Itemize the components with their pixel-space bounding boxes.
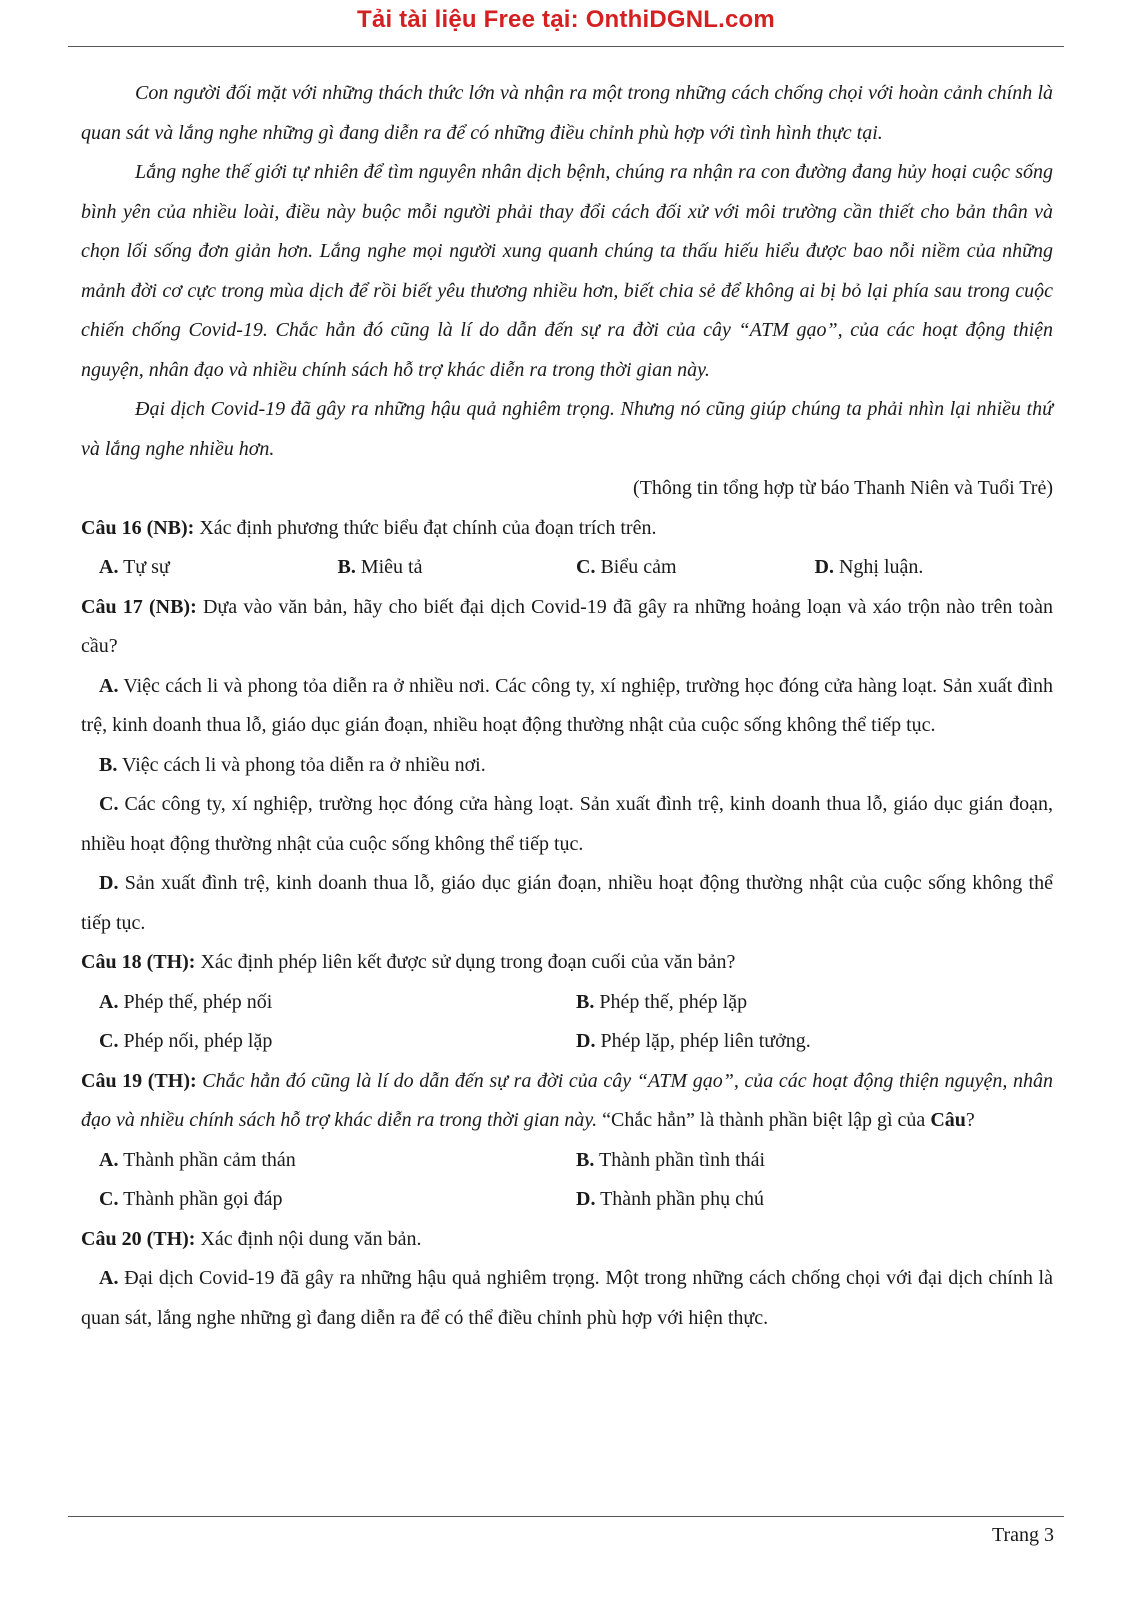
option-c: C. Biểu cảm [576,556,677,578]
question-20 [81,1220,1053,1260]
question-label: Câu 20 (TH): [81,1227,196,1250]
question-16-options [81,548,1053,588]
passage-paragraph-1: Con người đối mặt với những thách thức lớn và nhận ra một trong những cách chống chọi với hoàn cảnh chính là quan sát và lắng nghe những gì đang diễn ra để có những điều chỉnh phù hợp với tình hình thực tại. [81,82,1053,144]
passage-paragraph-3: Đại dịch Covid-19 đã gây ra những hậu quả nghiêm trọng. Nhưng nó cũng giúp chúng ta phải nhìn lại nhiều thứ và lắng nghe nhiều hơn. [81,398,1053,460]
option-d: D. Phép lặp, phép liên tưởng. [576,1030,811,1052]
header-banner[interactable]: Tải tài liệu Free tại: OnthiDGNL.com [357,6,775,33]
option-d: D. Thành phần phụ chú [576,1188,764,1210]
option-b: B. Phép thế, phép lặp [576,990,748,1013]
question-17 [81,588,1053,667]
option-c: C. Phép nối, phép lặp [99,1030,273,1052]
footer-divider [68,1516,1064,1517]
question-18 [81,943,1053,983]
page-number: Trang 3 [991,1524,1054,1546]
question-text: Xác định phương thức biểu đạt chính của đoạn trích trên. [194,516,657,539]
option-d: D. Nghị luận. [814,556,924,578]
question-text: Xác định phép liên kết được sử dụng trong đoạn cuối của văn bản? [195,951,736,973]
question-label: Câu 16 (NB): [81,516,195,539]
option-d: D. Sản xuất đình trệ, kinh doanh thua lỗ, giáo dục gián đoạn, nhiều hoạt động thường nhật của cuộc sống không thể tiếp tục. [81,872,1053,934]
question-bold-word: Câu [930,1109,966,1131]
option-b: B. Việc cách li và phong tỏa diễn ra ở nhiều nơi. [99,753,486,776]
passage-source: (Thông tin tổng hợp từ báo Thanh Niên và Tuổi Trẻ) [633,477,1053,499]
question-19-options-row-1 [81,1141,1053,1181]
question-19-options-row-2 [81,1180,1053,1220]
document-body [81,74,1053,1338]
option-c: C. Thành phần gọi đáp [99,1188,283,1210]
question-18-options-row-2 [81,1022,1053,1062]
question-label: Câu 17 (NB): [81,595,197,618]
option-a: A. Thành phần cảm thán [99,1148,296,1171]
option-a: A. Việc cách li và phong tỏa diễn ra ở nhiều nơi. Các công ty, xí nghiệp, trường học đóng cửa hàng loạt. Sản xuất đình trệ, kinh doanh thua lỗ, giáo dục gián đoạn, nhiều hoạt động thường nhật của cuộc sống không thể tiếp tục. [81,674,1053,736]
question-quote: Chắc hẳn đó cũng là lí do dẫn đến sự ra đời của cây “ATM gạo”, của các hoạt động thiện nguyện, nhân đạo và nhiều chính sách hỗ trợ khác diễn ra trong thời gian này. [81,1069,1053,1131]
option-c: C. Các công ty, xí nghiệp, trường học đóng cửa hàng loạt. Sản xuất đình trệ, kinh doanh thua lỗ, giáo dục gián đoạn, nhiều hoạt động thường nhật của cuộc sống không thể tiếp tục. [81,793,1053,855]
option-a: A. Tự sự [99,556,170,578]
header-divider [68,46,1064,47]
option-a: A. Đại dịch Covid-19 đã gây ra những hậu quả nghiêm trọng. Một trong những cách chống chọi với đại dịch chính là quan sát, lắng nghe những gì đang diễn ra để có thể điều chỉnh phù hợp với hiện thực. [81,1267,1053,1329]
question-18-options-row-1 [81,983,1053,1023]
question-text: Dựa vào văn bản, hãy cho biết đại dịch Covid-19 đã gây ra những hoảng loạn và xáo trộn nào trên toàn cầu? [81,595,1053,657]
option-b: B. Miêu tả [337,556,423,578]
question-label: Câu 19 (TH): [81,1069,197,1092]
question-19: Câu 19 (TH): Chắc hẳn đó cũng là lí do dẫn đến sự ra đời của cây “ATM gạo”, của các hoạt động thiện nguyện, nhân đạo và nhiều chính sách hỗ trợ khác diễn ra trong thời gian này. “Chắc hẳn” là thành phần biệt lập gì của Câu? [81,1069,1053,1131]
passage-paragraph-2: Lắng nghe thế giới tự nhiên để tìm nguyên nhân dịch bệnh, chúng ra nhận ra con đường đang hủy hoại cuộc sống bình yên của nhiều loài, điều này buộc mỗi người phải thay đổi cách đối xử với môi trường cần thiết cho bản thân và chọn lối sống đơn giản hơn. Lắng nghe mọi người xung quanh chúng ta thấu hiếu hiểu được bao nỗi niềm của những mảnh đời cơ cực trong mùa dịch để rồi biết yêu thương nhiều hơn, biết chia sẻ để không ai bị bỏ lại phía sau trong cuộc chiến chống Covid-19. Chắc hẳn đó cũng là lí do dẫn đến sự ra đời của cây “ATM gạo”, của các hoạt động thiện nguyện, nhân đạo và nhiều chính sách hỗ trợ khác diễn ra trong thời gian này. [81,161,1053,381]
question-label: Câu 18 (TH): [81,951,196,973]
option-a: A. Phép thế, phép nối [99,990,273,1013]
question-text: “Chắc hẳn” là thành phần biệt lập gì của [597,1109,931,1131]
option-b: B. Thành phần tình thái [576,1148,766,1171]
question-text: Xác định nội dung văn bản. [195,1227,422,1250]
question-16 [81,509,1053,549]
